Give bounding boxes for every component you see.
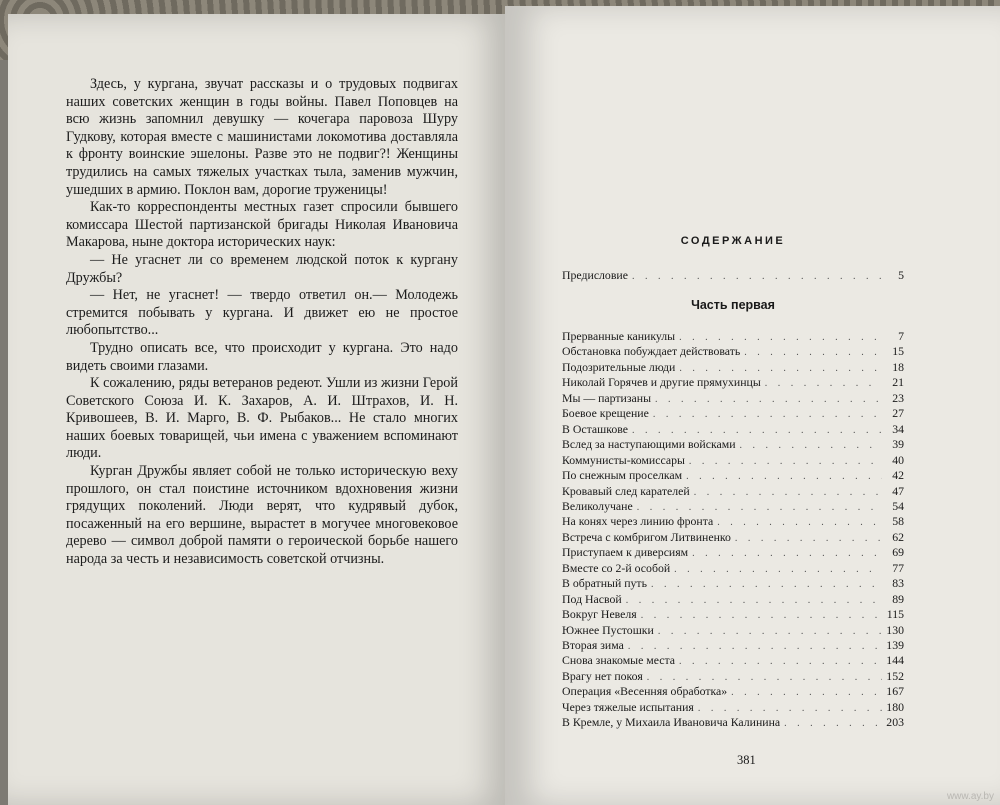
toc-row [562, 638, 904, 654]
paragraph: К сожалению, ряды ветеранов редеют. Ушли из жизни Герой Советского Союза И. К. Захаров, А. И. Штрахов, И. Н. Кривошеев, В. И. Марго, В. Ф. Рыбаков... Не стало многих наших боевых товарищей, чьи имена с уважением вспоминают люди. [66, 375, 458, 462]
toc-leader-dots [679, 332, 882, 343]
toc-row [562, 344, 904, 360]
paragraph: Трудно описать все, что происходит у кургана. Это надо видеть своими глазами. [66, 339, 458, 374]
toc-row [562, 391, 904, 407]
toc-row [562, 592, 904, 608]
toc-entry-page: 58 [892, 514, 904, 529]
toc-entry-page: 180 [886, 699, 904, 714]
toc-entry-title: Великолучане [562, 498, 633, 513]
toc-entry-page: 62 [892, 529, 904, 544]
toc-entry-title: Вместе со 2-й особой [562, 560, 671, 575]
toc-leader-dots [647, 672, 882, 683]
toc-row [562, 468, 904, 484]
paragraph: Как-то корреспонденты местных газет спросили бывшего комиссара Шестой партизанской бригады Николая Ивановича Макарова, ныне доктора исторических наук: [66, 199, 458, 251]
toc-row [562, 607, 904, 623]
toc-row [562, 406, 904, 422]
paragraph: — Нет, не угаснет! — твердо ответил он.— Молодежь стремится побывать у кургана. И движет ею не простое любопытство... [66, 287, 458, 339]
toc-row [562, 530, 904, 546]
toc-row [562, 545, 904, 561]
toc-entry-page: 89 [892, 591, 904, 606]
toc-leader-dots [717, 517, 882, 528]
toc-entry-page: 27 [892, 406, 904, 421]
toc-row [562, 453, 904, 469]
toc-entry-title: Предисловие [562, 268, 628, 282]
toc-leader-dots [731, 687, 882, 698]
toc-entry-title: Подозрительные люди [562, 359, 676, 374]
toc-row [562, 484, 904, 500]
toc-entry-title: В обратный путь [562, 576, 647, 591]
toc-entry-page: 18 [892, 359, 904, 374]
toc-row [562, 437, 904, 453]
paragraph: Здесь, у кургана, звучат рассказы и о трудовых подвигах наших советских женщин в годы войны. Павел Поповцев на всю жизнь запомнил девушку — кочегара паровоза Шуру Гудкову, которая вместе с машинистами локомотива доставляла к фронту воинские эшелоны. Разве это не подвиг?! Женщины трудились на самых тяжелых участках тыла, заменив мужчин, ушедших в армию. Поклон вам, дорогие труженицы! [66, 76, 458, 198]
toc-leader-dots [735, 533, 882, 544]
toc-entry-page: 203 [886, 715, 904, 730]
toc-entry-page: 15 [892, 344, 904, 359]
toc-leader-dots [765, 378, 882, 389]
toc-entry-page: 69 [892, 545, 904, 560]
toc-leader-dots [744, 347, 882, 358]
toc-row [562, 576, 904, 592]
toc-entry-title: Прерванные каникулы [562, 329, 676, 343]
toc-row [562, 684, 904, 700]
toc-entry-page: 167 [886, 684, 904, 699]
toc-entry-title: Операция «Весенняя обработка» [562, 684, 728, 699]
toc-entry-page: 144 [886, 653, 904, 668]
toc-entry-title: Снова знакомые места [562, 653, 676, 668]
toc-leader-dots [651, 579, 882, 590]
toc-leader-dots [740, 440, 882, 451]
toc-entry-title: Боевое крещение [562, 406, 649, 421]
toc-row [562, 669, 904, 685]
toc-row [562, 329, 904, 345]
toc-entry-title: Врагу нет покоя [562, 668, 643, 683]
toc-row [562, 499, 904, 515]
toc-entry-page: 139 [886, 638, 904, 652]
toc-entry-page: 130 [886, 622, 904, 637]
toc-row [562, 375, 904, 391]
toc-leader-dots [653, 409, 882, 420]
toc-entry-title: В Кремле, у Михаила Ивановича Калинина [562, 715, 781, 730]
toc-leader-dots [655, 394, 882, 405]
toc-entry-page: 77 [892, 560, 904, 575]
toc-entry-page: 115 [886, 607, 904, 622]
paragraph: Курган Дружбы являет собой не только историческую веху прошлого, он стал поистине источником вдохновения жизни грядущих поколений. Люди верят, что кудрявый дубок, посаженный на его вершине, вырастет в могучее многовековое дерево — символ доброй памяти о героической борьбе нашего народа за честь и независимость советской отчизны. [66, 463, 458, 568]
toc-entry-title: Коммунисты-комиссары [562, 452, 685, 467]
toc-leader-dots [692, 548, 882, 559]
toc-row [562, 700, 904, 716]
toc-entry-page: 7 [898, 329, 904, 343]
toc-leader-dots [637, 502, 882, 513]
toc-row [562, 623, 904, 639]
toc-row [562, 653, 904, 669]
toc-leader-dots [626, 595, 882, 606]
toc-heading: СОДЕРЖАНИЕ [680, 235, 786, 247]
page-number: 381 [737, 753, 756, 767]
toc-entry-title: Через тяжелые испытания [562, 699, 694, 714]
toc-leader-dots [784, 718, 882, 729]
toc-leader-dots [658, 626, 882, 637]
toc-entry-page: 42 [892, 468, 904, 483]
toc-entry-title: Вокруг Невеля [562, 607, 637, 622]
toc-leader-dots [686, 471, 882, 482]
toc-entry-page: 34 [892, 421, 904, 436]
toc-entry-title: Южнее Пустошки [562, 622, 654, 637]
toc-entry-title: На конях через линию фронта [562, 514, 714, 529]
paragraph: — Не угаснет ли со временем людской поток к кургану Дружбы? [66, 251, 458, 286]
toc-row [562, 514, 904, 530]
toc-leader-dots [641, 610, 882, 621]
toc-leader-dots [698, 703, 882, 714]
toc-entry-title: Встреча с комбригом Литвиненко [562, 529, 731, 544]
toc-leader-dots [689, 456, 882, 467]
left-page-text [66, 76, 458, 569]
toc-leader-dots [694, 487, 882, 498]
toc-entry-page: 47 [892, 483, 904, 498]
toc-entry-title: Мы — партизаны [562, 390, 652, 405]
toc-row [562, 422, 904, 438]
left-page [8, 14, 508, 805]
toc-entry-title: Под Насвой [562, 591, 622, 606]
toc-entry-page: 23 [892, 390, 904, 405]
toc-entry-page: 54 [892, 498, 904, 513]
toc-leader-dots [632, 425, 882, 436]
toc-entry-page: 21 [892, 375, 904, 390]
toc-entry-title: Николай Горячев и другие прямухинцы [562, 375, 761, 390]
toc-leader-dots [674, 564, 882, 575]
toc-row [562, 715, 904, 731]
toc-entry-page: 5 [898, 268, 904, 282]
toc-leader-dots [628, 641, 882, 652]
toc-entry-title: Обстановка побуждает действовать [562, 344, 741, 359]
toc-row [562, 360, 904, 376]
toc-entry-title: По снежным проселкам [562, 468, 683, 483]
toc-row-preface [562, 268, 904, 284]
toc-leader-dots [632, 271, 882, 282]
toc-leader-dots [679, 363, 882, 374]
toc-entry-title: Вторая зима [562, 638, 624, 652]
toc-leader-dots [679, 656, 882, 667]
toc-entry-page: 83 [892, 576, 904, 591]
toc-part-title: Часть первая [691, 298, 775, 312]
toc-row [562, 561, 904, 577]
toc-entry-page: 152 [886, 668, 904, 683]
toc-entry-page: 40 [892, 452, 904, 467]
watermark: www.ay.by [946, 791, 994, 802]
toc-entry-title: Кровавый след карателей [562, 483, 690, 498]
toc-entry-title: В Осташкове [562, 421, 628, 436]
toc-entry-title: Вслед за наступающими войсками [562, 437, 736, 452]
toc-entry-page: 39 [892, 437, 904, 452]
toc-entry-title: Приступаем к диверсиям [562, 545, 689, 560]
right-page [505, 6, 1000, 805]
